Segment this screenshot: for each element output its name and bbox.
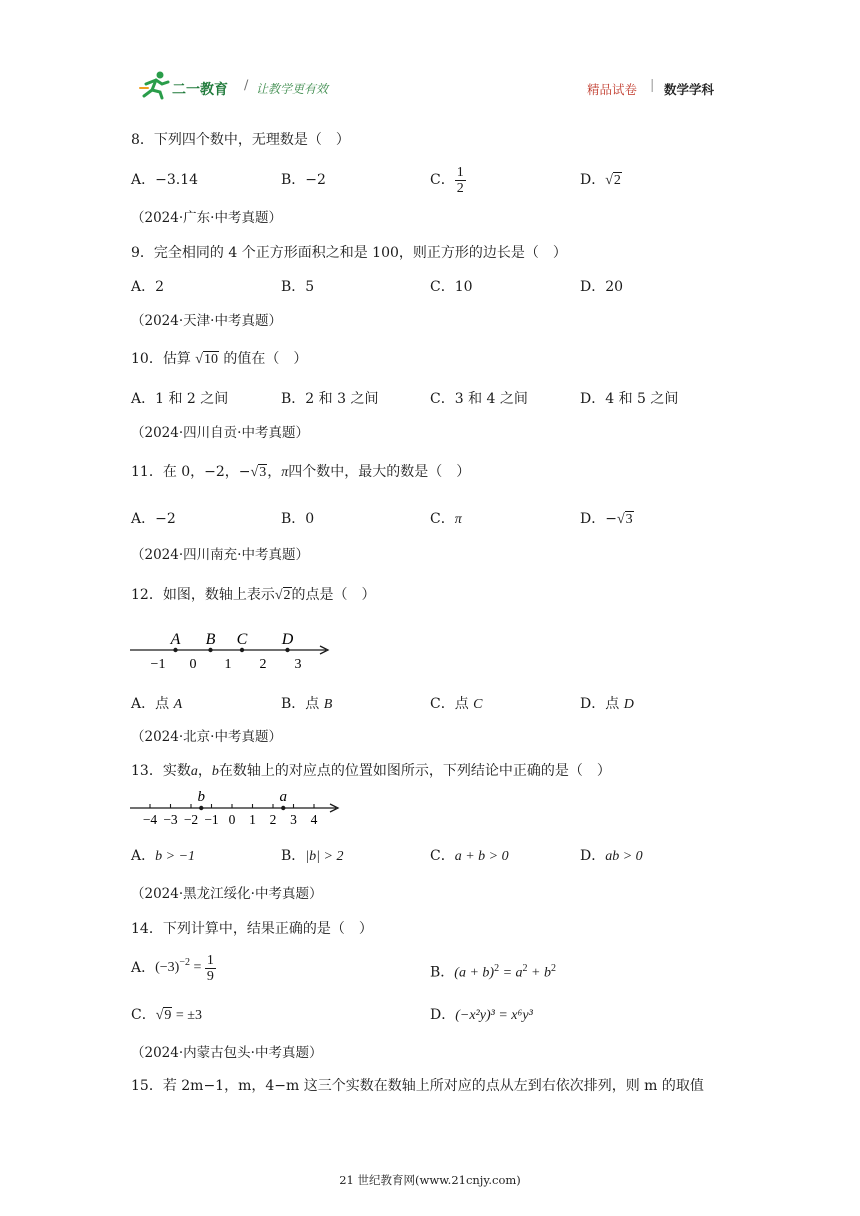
source-9: （2024·天津·中考真题）: [131, 313, 282, 329]
q13-stem-post: 在数轴上的对应点的位置如图所示，下列结论中正确的是（ ）: [218, 763, 611, 779]
q8-sqrt-radicand: 2: [613, 173, 621, 188]
source-11: （2024·四川南充·中考真题）: [131, 547, 309, 563]
q13-option-d-label: D．: [580, 848, 606, 864]
source-8: （2024·广东·中考真题）: [131, 210, 282, 226]
q8-option-d: [580, 171, 622, 190]
axis-tick-label: 0: [228, 812, 236, 826]
axis-tick-label: −4: [142, 812, 158, 826]
logo-divider: /: [244, 78, 249, 93]
tag-subject: 数学学科: [664, 82, 715, 97]
axis-point: [285, 648, 289, 652]
q14-b-exp2: 2: [522, 963, 528, 974]
q13-option-c-expr: a + b > 0: [454, 849, 509, 864]
q14-b-plus: + b: [527, 965, 551, 981]
q8-option-c: [430, 160, 466, 200]
q14-c-sqrt-radicand: 9: [164, 1008, 172, 1023]
q8-option-d-label: D．: [580, 172, 606, 188]
tag-premium: 精品试卷: [587, 82, 638, 97]
axis-tick-label: 2: [259, 657, 267, 670]
axis-point-label: B: [205, 631, 216, 648]
question-13-stem: [131, 762, 611, 781]
question-12-stem: [131, 586, 376, 605]
slogan: 让教学更有效: [256, 82, 329, 96]
q14-a-eq: =: [190, 960, 205, 975]
q11-option-a: A．−2: [131, 511, 176, 527]
q12-sqrt-radicand: 2: [283, 588, 291, 603]
axis-point: [208, 648, 212, 652]
q8-sqrt: √2: [605, 173, 621, 188]
q11-d-sqrt: √3: [616, 512, 633, 527]
q14-b-exp: 2: [494, 963, 500, 974]
q10-stem-pre: 10．估算: [131, 351, 196, 367]
q14-option-d: [430, 1006, 533, 1025]
axis-tick-label: 2: [269, 812, 277, 826]
source-12: （2024·北京·中考真题）: [131, 729, 282, 745]
q14-option-a: [131, 948, 216, 988]
q8-option-b: B．−2: [281, 172, 326, 188]
q14-b-base: (a + b): [454, 965, 495, 981]
q14-a-frac-num: 1: [206, 952, 214, 968]
question-15-stem: 15．若 2m−1，m，4−m 这三个实数在数轴上所对应的点从左到右依次排列，则 m 的取值: [131, 1078, 704, 1094]
q11-option-b: B．0: [281, 511, 315, 527]
q12-option-b-var: B: [323, 697, 333, 712]
axis-tick-label: −1: [150, 657, 166, 670]
q14-b-rhs: = a: [499, 965, 523, 981]
footer: 21 世纪教育网(www.21cnjy.com): [339, 1173, 521, 1187]
q9-option-b: B．5: [281, 279, 315, 295]
header: [0, 0, 860, 110]
q10-stem-post: 的值在（ ）: [218, 351, 308, 367]
q13-var-a: a: [190, 764, 198, 779]
q8-frac-den: 2: [456, 180, 464, 196]
q11-option-c: [430, 510, 462, 529]
q13-option-a-expr: b > −1: [155, 849, 196, 864]
q14-a-frac-den: 9: [206, 968, 214, 984]
q14-c-sqrt: √9: [155, 1008, 172, 1023]
q11-stem-pre: 11．在 0，−2，−: [131, 464, 251, 480]
q13-stem-pre: 13．实数: [131, 763, 191, 779]
q11-sqrt: √3: [250, 465, 267, 480]
q8-option-c-label: C．: [430, 172, 455, 188]
q13-option-c-label: C．: [430, 848, 455, 864]
q12-option-d-var: D: [623, 697, 634, 712]
q13-option-b-label: B．: [281, 848, 306, 864]
question-11-stem: [131, 463, 470, 482]
source-10: （2024·四川自贡·中考真题）: [131, 425, 309, 441]
q12-option-d: [580, 695, 634, 714]
q11-d-sqrt-radicand: 3: [625, 512, 633, 527]
axis-tick-label: 3: [290, 812, 297, 826]
q13-option-b-expr: |b| > 2: [305, 849, 344, 864]
q14-option-b-label: B．: [430, 964, 455, 981]
q11-stem-mid: ，: [267, 464, 282, 480]
q8-fraction: [455, 165, 466, 196]
q10-option-d: D．4 和 5 之间: [580, 391, 679, 407]
q13-option-d-expr: ab > 0: [605, 849, 643, 864]
q14-a-base: (−3): [155, 960, 180, 975]
number-line-13: [128, 786, 344, 826]
q9-option-c: C．10: [430, 279, 473, 295]
axis-point: [199, 806, 203, 810]
logo-text: 二一教育: [172, 82, 228, 98]
source-14: （2024·内蒙古包头·中考真题）: [131, 1045, 323, 1061]
axis-tick-label: 1: [249, 812, 256, 826]
axis-tick-label: −3: [163, 812, 178, 826]
source-13: （2024·黑龙江绥化·中考真题）: [131, 886, 323, 902]
axis-tick-label: −2: [183, 812, 199, 826]
axis-tick-label: −1: [204, 812, 219, 826]
q14-c-rhs: = ±3: [172, 1008, 202, 1023]
q10-sqrt-radicand: 10: [203, 352, 218, 367]
q12-option-c-var: C: [473, 697, 483, 712]
logo-runner-icon: [138, 70, 172, 100]
q12-option-c-label: C．点: [430, 696, 474, 712]
q14-option-c-label: C．: [131, 1007, 156, 1023]
q12-sqrt: √2: [274, 588, 291, 603]
axis-point-label: b: [197, 789, 205, 805]
q14-d-expr: (−x²y)³ = x⁶y³: [455, 1008, 533, 1023]
axis-point: [281, 806, 285, 810]
q9-option-a: A．2: [131, 279, 165, 295]
axis-point-label: C: [236, 631, 248, 648]
axis-tick-label: 4: [310, 812, 318, 826]
q13-option-d: [580, 847, 643, 866]
q11-option-c-label: C．: [430, 511, 455, 527]
question-14-stem: 14．下列计算中，结果正确的是（ ）: [131, 921, 373, 937]
q13-option-b: [281, 847, 343, 866]
q11-option-d-label: D．−: [580, 511, 617, 527]
number-line-12: [128, 626, 334, 670]
axis-point: [240, 648, 244, 652]
q14-option-c: [131, 1006, 202, 1025]
axis-point: [173, 648, 177, 652]
axis-tick-label: 0: [189, 657, 197, 670]
q12-stem-post: 的点是（ ）: [291, 587, 376, 603]
axis-tick-label: 3: [294, 657, 302, 670]
q12-option-d-label: D．点: [580, 696, 624, 712]
q13-var-b: b: [211, 764, 219, 779]
q12-option-b-label: B．点: [281, 696, 324, 712]
axis-tick-label: 1: [224, 657, 232, 670]
q12-stem-pre: 12．如图，数轴上表示: [131, 587, 275, 603]
q11-stem-post: 四个数中，最大的数是（ ）: [288, 464, 471, 480]
q9-option-d: D．20: [580, 279, 624, 295]
q13-option-a: [131, 847, 195, 866]
q12-option-a-label: A．点: [131, 696, 174, 712]
q14-option-d-label: D．: [430, 1007, 456, 1023]
q12-option-a-var: A: [173, 697, 183, 712]
q13-option-a-label: A．: [131, 848, 156, 864]
axis-point-label: D: [281, 631, 294, 648]
q10-option-c: C．3 和 4 之间: [430, 391, 528, 407]
axis-point-label: a: [279, 789, 287, 805]
q10-sqrt: √10: [195, 352, 218, 367]
question-9-stem: 9．完全相同的 4 个正方形面积之和是 100，则正方形的边长是（ ）: [131, 245, 567, 261]
q14-a-fraction: [205, 953, 216, 984]
q11-pi: π: [281, 465, 289, 480]
q11-sqrt-radicand: 3: [259, 465, 267, 480]
q10-option-b: B．2 和 3 之间: [281, 391, 379, 407]
q12-option-c: [430, 695, 483, 714]
axis-point-label: A: [170, 631, 181, 648]
q13-option-c: [430, 847, 509, 866]
q11-option-c-pi: π: [454, 512, 462, 527]
q14-a-exp: −2: [179, 957, 190, 968]
q8-option-a: A．−3.14: [131, 172, 199, 188]
q14-option-b: [430, 960, 556, 983]
q12-option-a: [131, 695, 182, 714]
q14-b-exp3: 2: [550, 963, 556, 974]
question-8-stem: 8．下列四个数中，无理数是（ ）: [131, 132, 350, 148]
q8-frac-num: 1: [456, 164, 464, 180]
q14-option-a-label: A．: [131, 960, 156, 976]
question-10-stem: [131, 350, 307, 369]
q13-stem-sep: ，: [197, 763, 212, 779]
tag-divider: |: [650, 78, 655, 93]
q12-option-b: [281, 695, 332, 714]
q11-option-d: [580, 510, 634, 529]
q10-option-a: A．1 和 2 之间: [131, 391, 229, 407]
